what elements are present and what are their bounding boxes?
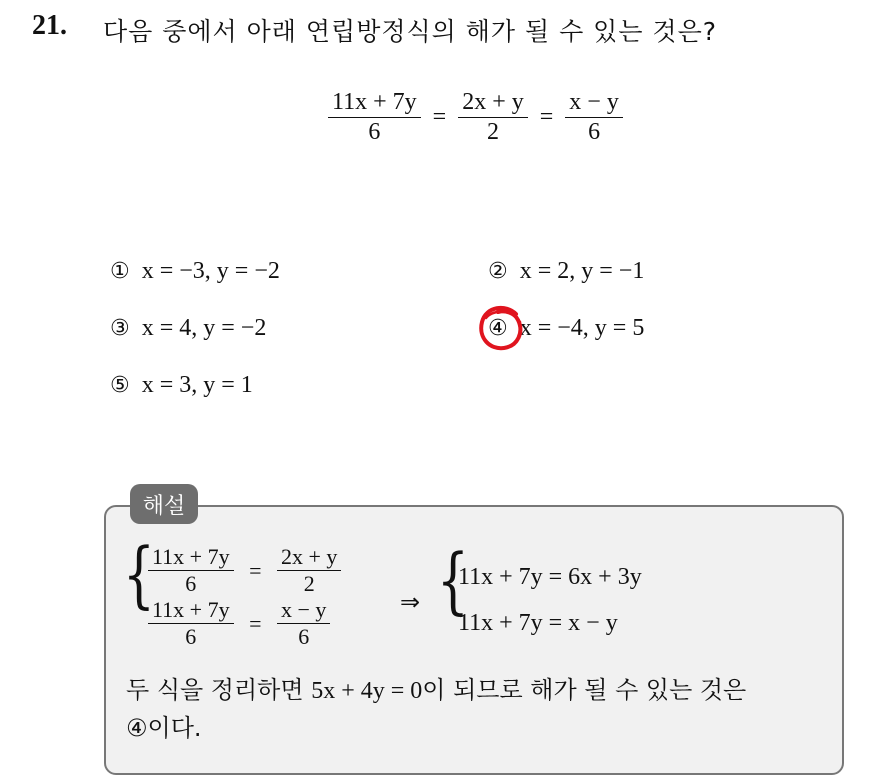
sys1-fraction-2-denominator: 2: [303, 571, 315, 597]
choice-3-mark: ③: [110, 316, 130, 341]
answer-circle-mark: [476, 302, 528, 354]
fraction-2-denominator: 2: [486, 118, 499, 145]
choice-4-text: x = −4, y = 5: [519, 315, 645, 341]
choice-3-text: x = 4, y = −2: [141, 315, 267, 341]
choice-5[interactable]: [110, 372, 253, 399]
question-number: 21.: [32, 10, 67, 41]
fraction-1-denominator: 6: [368, 118, 381, 145]
choice-2[interactable]: [488, 258, 644, 285]
choice-1-text: x = −3, y = −2: [141, 258, 280, 284]
equals-sign: =: [539, 103, 554, 130]
choice-2-text: x = 2, y = −1: [519, 258, 645, 284]
explanation-line-1: [126, 670, 746, 705]
explanation-line-1-a: 두 식을 정리하면: [126, 676, 312, 704]
equals-sign: =: [249, 610, 262, 636]
sys1-fraction-2: [277, 544, 341, 598]
equals-sign: =: [432, 103, 447, 130]
explanation-line-1-b: 이 되므로 해가 될 수 있는 것은: [422, 676, 747, 704]
choice-5-mark: ⑤: [110, 373, 130, 398]
equals-sign: =: [249, 557, 262, 583]
question-text: 다음 중에서 아래 연립방정식의 해가 될 수 있는 것은?: [103, 17, 717, 46]
fraction-2: [458, 88, 528, 147]
sys1-fraction-4-denominator: 6: [298, 624, 310, 650]
right-brace: {: [436, 538, 469, 622]
choice-1[interactable]: [110, 258, 280, 285]
fraction-1-numerator: 11x + 7y: [328, 88, 421, 118]
fraction-1: [328, 88, 421, 147]
sys1-fraction-3: [148, 597, 234, 651]
choice-1-mark: ①: [110, 259, 130, 284]
sys1-fraction-2-numerator: 2x + y: [277, 544, 341, 571]
sys1-fraction-3-numerator: 11x + 7y: [148, 597, 234, 624]
sys1-fraction-1-numerator: 11x + 7y: [148, 544, 234, 571]
system-2-line-2: 11x + 7y = x − y: [458, 610, 618, 636]
choice-3[interactable]: [110, 315, 266, 342]
sys1-fraction-4: [277, 597, 330, 651]
sys1-fraction-4-numerator: x − y: [277, 597, 330, 624]
fraction-3-numerator: x − y: [565, 88, 623, 118]
choice-4-mark: ④: [488, 316, 508, 341]
sys1-fraction-3-denominator: 6: [185, 624, 197, 650]
explanation-line-2: ④이다.: [126, 714, 202, 742]
left-brace: {: [122, 532, 155, 616]
sys1-fraction-1: [148, 544, 234, 598]
system-1-row-2: [148, 597, 330, 651]
choice-5-text: x = 3, y = 1: [141, 372, 253, 398]
fraction-3: [565, 88, 623, 147]
choice-2-mark: ②: [488, 259, 508, 284]
implies-arrow: ⇒: [400, 588, 421, 616]
sys1-fraction-1-denominator: 6: [185, 571, 197, 597]
fraction-2-numerator: 2x + y: [458, 88, 528, 118]
fraction-3-denominator: 6: [588, 118, 601, 145]
explanation-line-1-math: 5x + 4y = 0: [311, 678, 423, 704]
main-equation: [328, 88, 623, 147]
system-1-row-1: [148, 544, 341, 598]
explanation-label: 해설: [130, 484, 198, 524]
system-2-line-1: 11x + 7y = 6x + 3y: [458, 564, 642, 590]
